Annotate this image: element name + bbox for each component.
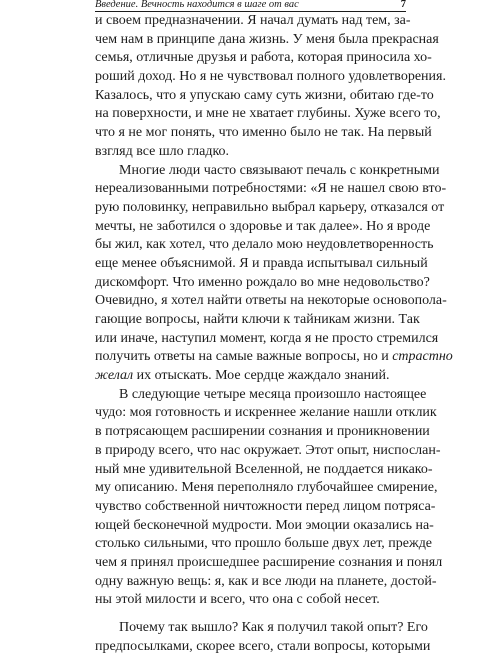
text-fragment: их отыскать. Мое сердце жаждало знаний. bbox=[133, 368, 390, 384]
text-line: столько сильными, что прошло больше двух лет, прежде bbox=[95, 536, 433, 552]
text-line: рую половинку, неправильно выбрал карьеру, отказался от bbox=[95, 199, 445, 215]
text-line-with-italic bbox=[95, 367, 406, 386]
paragraph-3 bbox=[95, 386, 443, 610]
paragraph-2 bbox=[95, 162, 453, 386]
running-head-title: Введение. Вечность находится в шаге от вас bbox=[95, 0, 299, 10]
text-line: В следующие четыре месяца произошло настоящее bbox=[119, 386, 427, 402]
text-line: взгляд все шло гладко. bbox=[95, 143, 230, 159]
italic-word: страстно bbox=[392, 349, 453, 365]
text-line: в природу всего, что нас окружает. Этот опыт, ниспослан- bbox=[95, 442, 441, 458]
text-line: чудо: моя готовность и искреннее желание нашли отклик bbox=[95, 405, 437, 421]
text-line: дискомфорт. Что именно рождало во мне недовольство? bbox=[95, 274, 430, 290]
text-line: ны этой милости и всего, что она с собой несет. bbox=[95, 592, 380, 608]
text-line: ный мне удивительной Вселенной, не поддается никако- bbox=[95, 461, 433, 477]
text-line: бы жил, как хотел, что делало мою неудовлетворенность bbox=[95, 237, 434, 253]
running-head bbox=[95, 0, 406, 11]
text-line: гающие вопросы, найти ключи к тайникам жизни. Так bbox=[95, 312, 420, 327]
text-fragment: получить ответы на самые важные вопросы, но и bbox=[95, 349, 389, 365]
text-line: Почему так вышло? Как я получил такой опыт? Его bbox=[119, 620, 428, 635]
text-line: му описанию. Меня переполняло глубочайшее смирение, bbox=[95, 480, 438, 496]
text-line: одну важную вещь: я, как и все люди на планете, достой- bbox=[95, 573, 437, 589]
text-line: чем я принял происшедшее расширение сознания и понял bbox=[95, 554, 443, 570]
body-text bbox=[95, 12, 453, 656]
text-line: и своем предназначении. Я начал думать над тем, за- bbox=[95, 13, 411, 28]
text-line: Многие люди часто связывают печаль с конкретными bbox=[119, 162, 440, 178]
italic-word: желал bbox=[95, 368, 134, 384]
page-number: 7 bbox=[400, 0, 406, 10]
text-line: нереализованными потребностями: «Я не нашел свою вто- bbox=[95, 181, 447, 197]
paragraph-gap bbox=[95, 610, 406, 619]
text-line: чем нам в принципе дана жизнь. У меня была прекрасная bbox=[95, 31, 439, 47]
text-line: семья, отличные друзья и работа, которая приносила хо- bbox=[95, 50, 432, 66]
text-line: чувство собственной ничтожности перед лицом потряса- bbox=[95, 498, 436, 514]
text-line: предпосылками, скорее всего, стали вопросы, которыми bbox=[95, 638, 431, 654]
text-line: или иначе, наступил момент, когда я не просто стремился bbox=[95, 330, 439, 346]
paragraph-4 bbox=[95, 619, 431, 656]
text-line: ющей бесконечной мудрости. Мои эмоции оказались на- bbox=[95, 517, 434, 533]
text-line-with-italic bbox=[95, 348, 453, 367]
text-line: мечты, не заботился о здоровье и так далее». Но я вроде bbox=[95, 218, 431, 234]
text-line: роший доход. Но я не чувствовал полного удовлетворения. bbox=[95, 69, 446, 85]
text-line: на поверхности, и мне не хватает глубины. Хуже всего то, bbox=[95, 106, 441, 122]
text-line: еще менее объяснимой. Я и правда испытывал сильный bbox=[95, 255, 428, 271]
paragraph-1 bbox=[95, 12, 446, 162]
text-line: что я не мог понять, что именно было не так. На первый bbox=[95, 125, 432, 141]
text-line: в потрясающем расширении сознания и проникновении bbox=[95, 424, 430, 440]
text-line: Очевидно, я хотел найти ответы на некоторые основопола- bbox=[95, 293, 447, 309]
text-line: Казалось, что я упускаю саму суть жизни, обитаю где-то bbox=[95, 87, 434, 103]
